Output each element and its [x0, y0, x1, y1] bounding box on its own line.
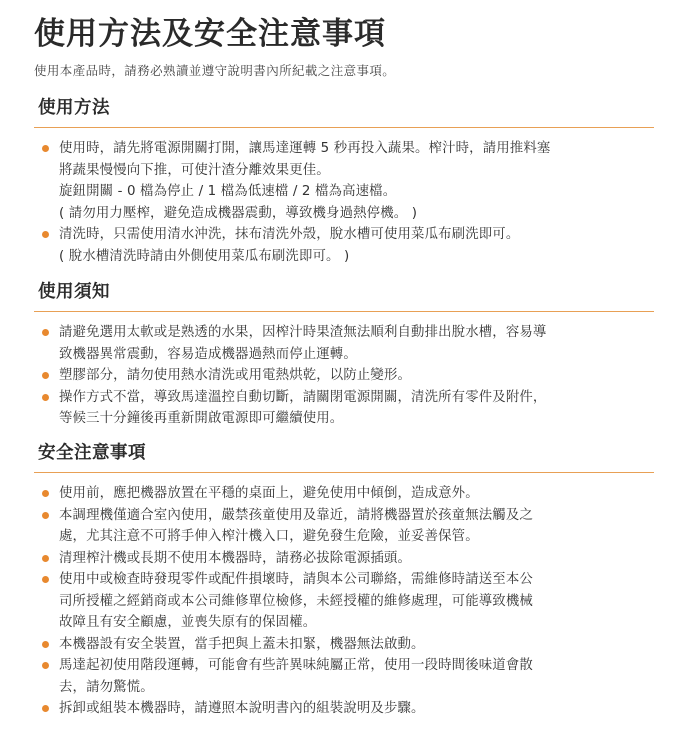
list-item [34, 322, 654, 365]
page-title: 使用方法及安全注意事項 [34, 16, 386, 52]
list-item [34, 387, 654, 430]
item-text: 將蔬果慢慢向下推，可使汁渣分離效果更佳。 [59, 162, 330, 178]
list-item [34, 505, 654, 548]
list-item [34, 548, 654, 570]
section-heading: 使用須知 [34, 280, 654, 312]
bullet-icon [42, 231, 49, 238]
bullet-icon [42, 662, 49, 669]
section-safety [34, 441, 654, 720]
list-item [34, 224, 654, 267]
item-text: 使用中或檢查時發現零件或配件損壞時，請與本公司聯絡，需維修時請送至本公 [59, 572, 533, 587]
item-text: 本調理機僅適合室內使用，嚴禁孩童使用及靠近，請將機器置於孩童無法觸及之 [59, 507, 533, 523]
item-text: 請避免選用太軟或是熟透的水果，因榨汁時果渣無法順利自動排出脫水槽，容易導 [59, 325, 547, 340]
item-text: 塑膠部分，請勿使用熱水清洗或用電熱烘乾，以防止變形。 [59, 368, 412, 383]
bullet-icon [42, 372, 49, 379]
list-item [34, 634, 654, 656]
item-text: ( 請勿用力壓榨，避免造成機器震動，導致機身過熱停機。 ) [59, 205, 418, 221]
section-heading: 使用方法 [34, 96, 654, 128]
safety-list [34, 483, 654, 720]
item-text: ( 脫水槽清洗時請由外側使用菜瓜布刷洗即可。 ) [59, 248, 350, 264]
bullet-icon [42, 512, 49, 519]
bullet-icon [42, 490, 49, 497]
section-notice [34, 280, 654, 430]
list-item [34, 655, 654, 698]
section-heading: 安全注意事項 [34, 441, 654, 473]
item-text: 司所授權之經銷商或本公司維修單位檢修，未經授權的維修處理，可能導致機械 [59, 593, 533, 609]
item-text: 致機器異常震動，容易造成機器過熱而停止運轉。 [59, 346, 357, 362]
bullet-icon [42, 145, 49, 152]
bullet-icon [42, 576, 49, 583]
item-text: 使用時，請先將電源開關打開，讓馬達運轉 5 秒再投入蔬果。榨汁時，請用推料塞 [59, 141, 551, 156]
item-text: 清洗時，只需使用清水沖洗，抹布清洗外殼，脫水槽可使用菜瓜布刷洗即可。 [59, 227, 520, 242]
item-text: 拆卸或組裝本機器時，請遵照本說明書內的組裝說明及步驟。 [59, 701, 425, 716]
item-text: 故障且有安全顧慮，並喪失原有的保固權。 [59, 615, 317, 630]
list-item [34, 698, 654, 720]
bullet-icon [42, 394, 49, 401]
usage-list [34, 138, 654, 267]
list-item [34, 138, 654, 224]
item-text: 使用前，應把機器放置在平穩的桌面上，避免使用中傾倒，造成意外。 [59, 486, 479, 501]
item-text: 旋鈕開關 - 0 檔為停止 / 1 檔為低速檔 / 2 檔為高速檔。 [59, 184, 397, 199]
list-item [34, 483, 654, 505]
section-usage [34, 96, 654, 267]
item-text: 本機器設有安全裝置，當手把與上蓋未扣緊，機器無法啟動。 [59, 636, 425, 652]
bullet-icon [42, 705, 49, 712]
bullet-icon [42, 641, 49, 648]
item-text: 等候三十分鐘後再重新開啟電源即可繼續使用。 [59, 411, 344, 426]
bullet-icon [42, 555, 49, 562]
item-text: 清理榨汁機或長期不使用本機器時，請務必拔除電源插頭。 [59, 550, 412, 566]
item-text: 處，尤其注意不可將手伸入榨汁機入口，避免發生危險，並妥善保管。 [59, 529, 479, 544]
list-item [34, 569, 654, 634]
page-subtitle: 使用本產品時，請務必熟讀並遵守說明書內所紀載之注意事項。 [34, 63, 396, 78]
item-text: 馬達起初使用階段運轉，可能會有些許異味純屬正常，使用一段時間後味道會散 [59, 658, 533, 673]
list-item [34, 365, 654, 387]
item-text: 去，請勿驚慌。 [59, 679, 154, 695]
item-text: 操作方式不當，導致馬達溫控自動切斷，請關閉電源開關，清洗所有零件及附件， [59, 389, 547, 405]
bullet-icon [42, 329, 49, 336]
notice-list [34, 322, 654, 430]
